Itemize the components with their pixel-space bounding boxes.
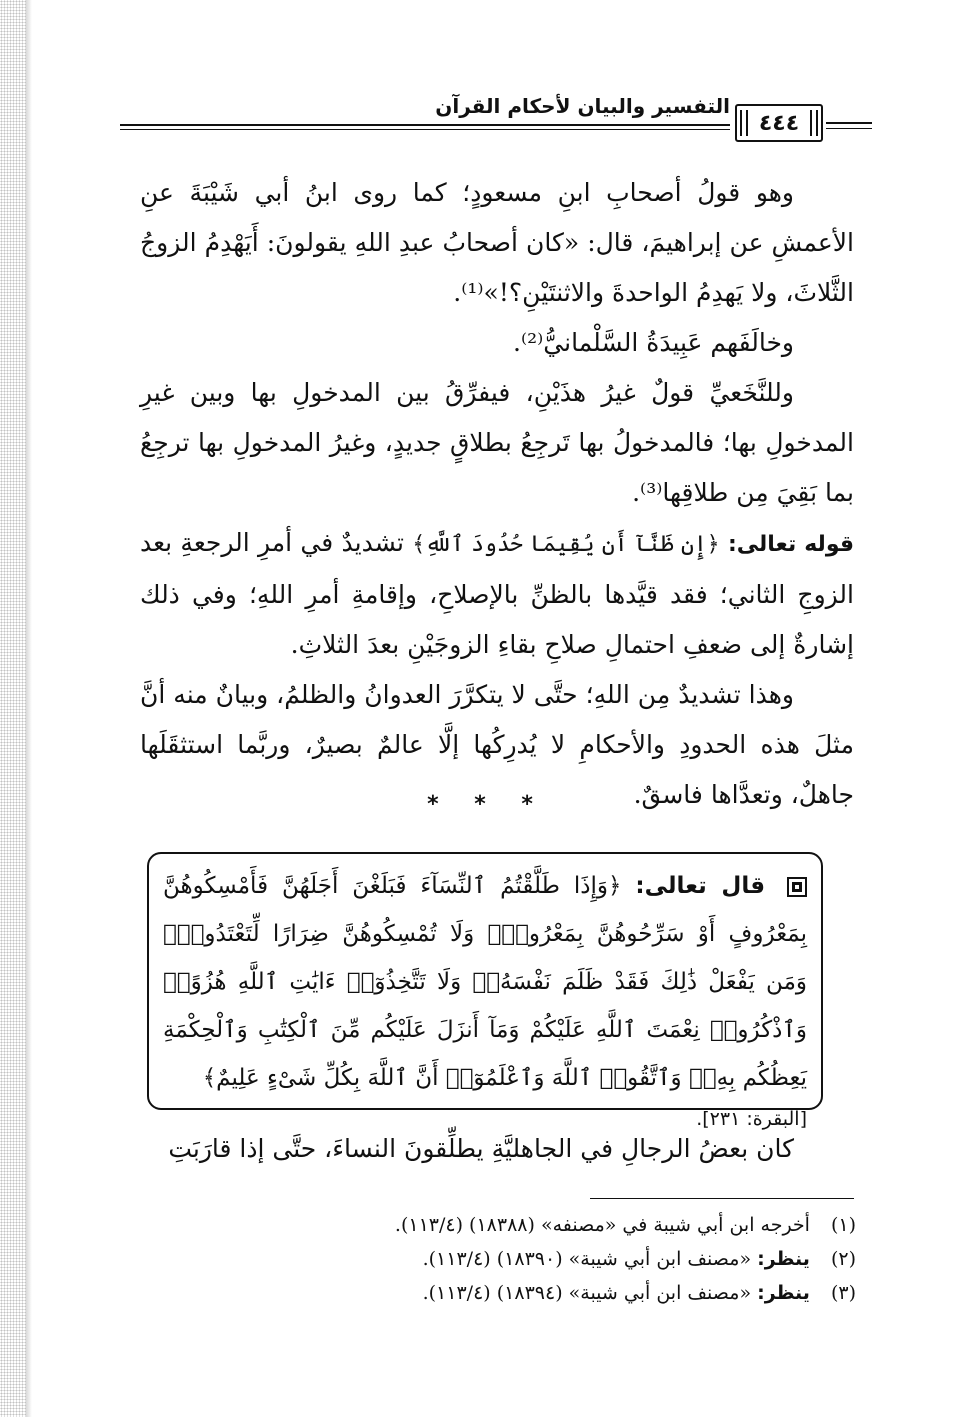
footnotes: [300, 1208, 856, 1310]
page-number: ٤٤٤: [735, 104, 823, 142]
verse-text-block: [163, 862, 807, 1102]
verse-label: قال تعالى:: [635, 873, 766, 899]
body-text-continued: [140, 1124, 854, 1174]
footnote-text: أخرجه ابن أبي شيبة في «مصنفه» (١٨٣٨٨) (١١٣/٤).: [394, 1214, 810, 1236]
footnote-2: [300, 1242, 856, 1276]
paragraph-3: وللنَّخَعيِّ قولٌ غيرُ هذَيْنِ، فيفرِّقُ بين المدخولِ بها وبين غيرِ المدخولِ بها؛ فالمدخولُ بها تَرجِعُ بطلاقٍ جديدٍ، وغيرُ المدخولِ بها ترجِعُ بما بَقِيَ مِن طلاقِها⁽³⁾.: [140, 378, 854, 507]
paragraph-6: كان بعضُ الرجالِ في الجاهليَّةِ يطلِّقونَ النساءَ، حتَّى إذا قارَبَتِ: [168, 1134, 794, 1163]
footnote-1: [300, 1208, 856, 1242]
paragraph-4-quote: ﴿إِن ظَنَّآ أَن يُقِيمَا حُدُودَ ٱللَّهِ﴾: [412, 532, 720, 557]
verse-quote: ﴿وَإِذَا طَلَّقْتُمُ ٱلنِّسَآءَ فَبَلَغْنَ أَجَلَهُنَّ فَأَمْسِكُوهُنَّ بِمَعْرُوفٍ أَوْ سَرِّحُوهُنَّ بِمَعْرُوفٍۚ وَلَا تُمْسِكُوهُنَّ ضِرَارًا لِّتَعْتَدُوا۟ۚ وَمَن يَفْعَلْ ذَٰلِكَ فَقَدْ ظَلَمَ نَفْسَهُۥۚ وَلَا تَتَّخِذُوٓا۟ ءَايَٰتِ ٱللَّهِ هُزُوًاۚ وَٱذْكُرُوا۟ نِعْمَتَ ٱللَّهِ عَلَيْكُمْ وَمَآ أَنزَلَ عَلَيْكُم مِّنَ ٱلْكِتَٰبِ وَٱلْحِكْمَةِ يَعِظُكُم بِهِۦۚ وَٱتَّقُوا۟ ٱللَّهَ وَٱعْلَمُوٓا۟ أَنَّ ٱللَّهَ بِكُلِّ شَىْءٍ عَلِيمٌ﴾: [163, 873, 807, 1091]
section-separator: * * *: [427, 792, 547, 817]
footnote-number: (٢): [830, 1248, 856, 1270]
page-header: [120, 92, 840, 148]
scan-edge: [0, 0, 26, 1417]
paragraph-4: [140, 518, 854, 670]
ornament-icon: [787, 877, 807, 897]
footnote-rule: [590, 1198, 854, 1199]
footnote-3: [300, 1276, 856, 1310]
header-rule-tail: [826, 122, 872, 124]
body-text: [140, 168, 854, 820]
header-rule: [120, 124, 730, 126]
footnote-text: «مصنف ابن أبي شيبة» (١٨٣٩٤) (١١٣/٤).: [422, 1282, 752, 1304]
footnote-number: (١): [830, 1214, 856, 1236]
footnote-number: (٣): [830, 1282, 856, 1304]
book-title: التفسير والبيان لأحكام القرآن: [435, 94, 730, 118]
verse-reference: [البقرة: ٢٣١].: [696, 1108, 807, 1130]
paragraph-4-lead: قوله تعالى:: [727, 532, 855, 557]
header-rule-thin: [120, 129, 730, 130]
footnote-prefix: ينظر:: [757, 1282, 810, 1304]
paragraph-5: وهذا تشديدٌ مِن اللهِ؛ حتَّى لا يتكرَّرَ العدوانُ والظلمُ، وبيانٌ منه أنَّ مثلَ هذه الحدودِ والأحكامِ لا يُدرِكُها إلَّا عالمٌ بصيرٌ، وربَّما استثقَلَها جاهلٌ، وتعدَّاها فاسقٌ.: [140, 680, 854, 809]
verse-box: [147, 852, 823, 1130]
paragraph-4-rest: تشديدٌ في أمرِ الرجعةِ بعد الزوجِ الثاني؛ فقد قيَّدها بالظنِّ بالإصلاحِ، وإقامةِ أمرِ اللهِ؛ وفي ذلك إشارةٌ إلى ضعفِ احتمالِ صلاحِ بقاءِ الزوجَيْنِ بعدَ الثلاثِ.: [140, 528, 854, 659]
paragraph-1: وهو قولُ أصحابِ ابنِ مسعودٍ؛ كما روى ابنُ أبي شَيْبَةَ عنِ الأعمشِ عن إبراهيمَ، قال: «كان أصحابُ عبدِ اللهِ يقولونَ: أَيَهْدِمُ الزوجُ الثَّلاثَ، ولا يَهدِمُ الواحدةَ والاثنتَيْنِ؟!»⁽¹⁾.: [140, 178, 854, 307]
header-rule-tail-thin: [826, 128, 872, 129]
paragraph-2: وخالَفَهم عَبِيدَةُ السَّلْمانيُّ⁽²⁾.: [513, 328, 794, 357]
footnote-text: «مصنف ابن أبي شيبة» (١٨٣٩٠) (١١٣/٤).: [422, 1248, 752, 1270]
scan-edge-shadow: [26, 0, 32, 1417]
footnote-prefix: ينظر:: [757, 1248, 810, 1270]
